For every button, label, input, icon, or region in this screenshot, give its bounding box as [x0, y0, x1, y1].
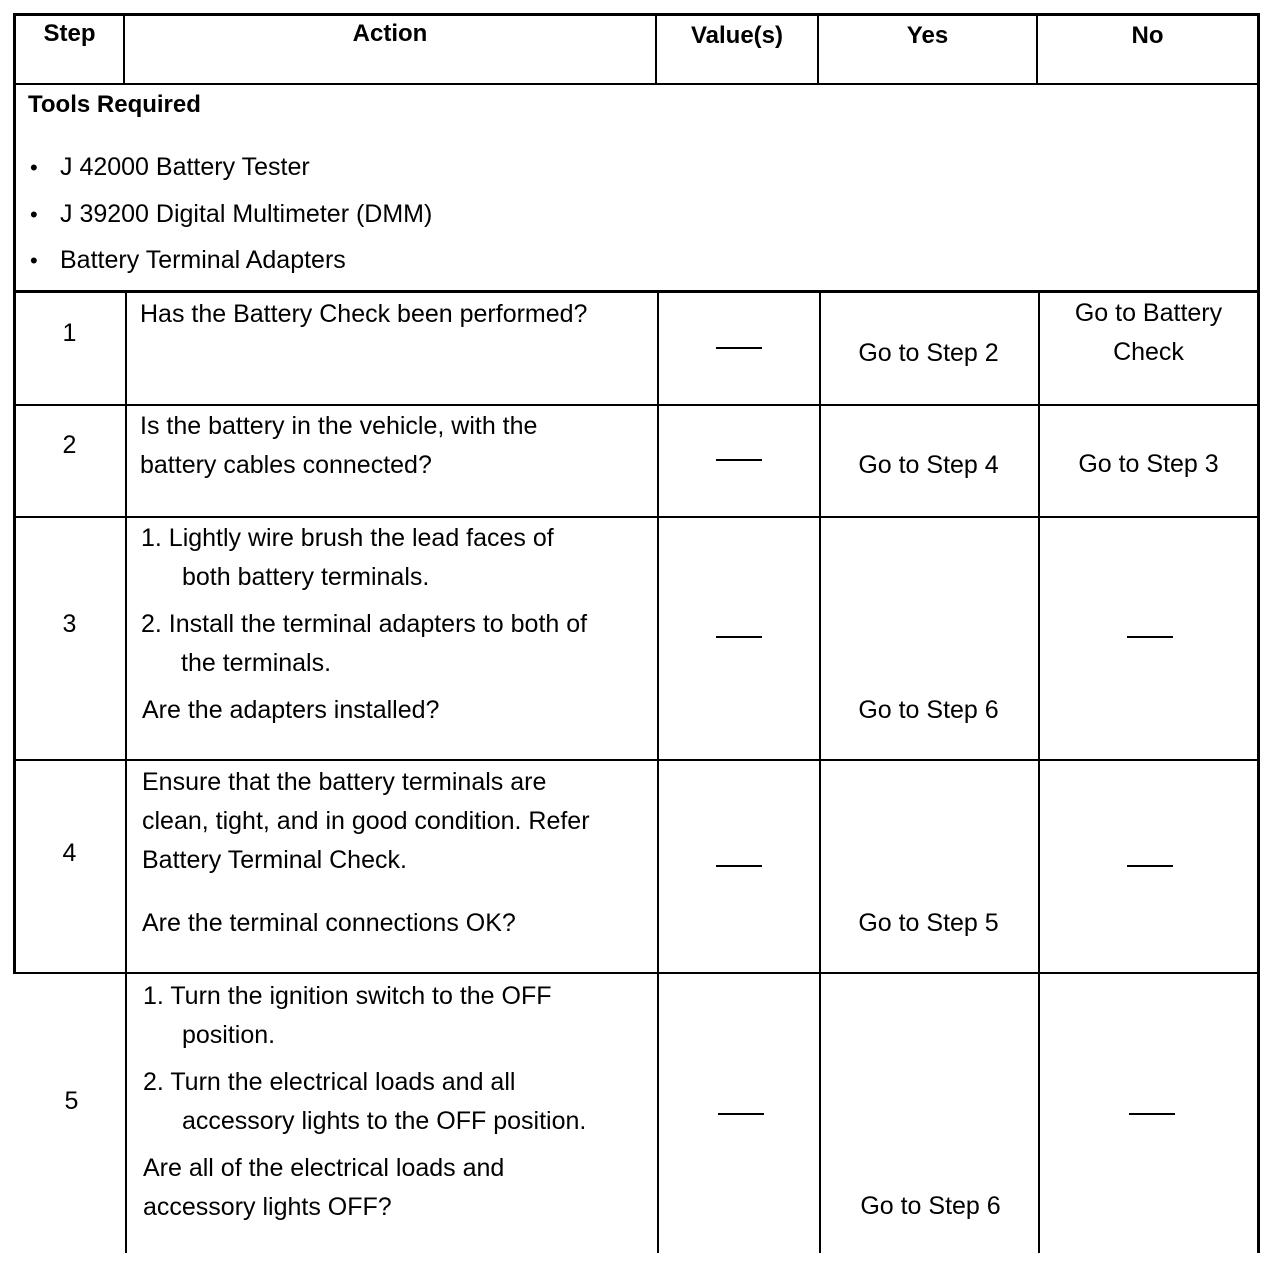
- table-border-top: [14, 13, 1260, 16]
- action-text: Has the Battery Check been performed?: [140, 300, 588, 328]
- action-text: 1. Lightly wire brush the lead faces of: [141, 524, 554, 552]
- action-text: battery cables connected?: [140, 451, 432, 479]
- empty-dash: [716, 636, 762, 638]
- no-result: Go to Step 3: [1078, 450, 1219, 478]
- yes-result: Go to Step 6: [858, 696, 999, 724]
- body-divider-3: [819, 291, 821, 1253]
- tool-item: Battery Terminal Adapters: [60, 246, 346, 274]
- action-text: Ensure that the battery terminals are: [142, 768, 547, 796]
- empty-dash: [716, 347, 762, 349]
- bullet-icon: •: [30, 155, 38, 180]
- empty-dash: [1129, 1113, 1175, 1115]
- header-action: Action: [352, 20, 428, 47]
- action-text: 2. Turn the electrical loads and all: [143, 1068, 516, 1096]
- yes-result: Go to Step 5: [858, 909, 999, 937]
- action-text: Are the adapters installed?: [142, 696, 440, 724]
- empty-dash: [718, 1113, 764, 1115]
- tool-item: J 39200 Digital Multimeter (DMM): [60, 200, 433, 228]
- tools-bottom-rule: [14, 290, 1260, 293]
- empty-dash: [1127, 636, 1173, 638]
- no-result: Go to Battery: [1074, 299, 1223, 327]
- yes-result: Go to Step 6: [860, 1192, 1001, 1220]
- step-number: 4: [62, 839, 77, 867]
- header-step: Step: [43, 20, 96, 47]
- bullet-icon: •: [30, 202, 38, 227]
- empty-dash: [716, 865, 762, 867]
- row2-bottom-rule: [14, 516, 1260, 518]
- action-text: Is the battery in the vehicle, with the: [140, 412, 538, 440]
- empty-dash: [1127, 865, 1173, 867]
- action-text: clean, tight, and in good condition. Refer: [142, 807, 590, 835]
- step-number: 2: [62, 431, 77, 459]
- header-values: Value(s): [690, 22, 784, 49]
- action-text: 2. Install the terminal adapters to both of: [141, 610, 588, 638]
- table-border-left: [13, 13, 16, 974]
- header-no: No: [1131, 22, 1164, 49]
- header-yes: Yes: [906, 22, 949, 49]
- action-text: both battery terminals.: [182, 563, 430, 591]
- step-number: 5: [64, 1087, 79, 1115]
- step-number: 3: [62, 610, 77, 638]
- action-text: accessory lights to the OFF position.: [182, 1107, 587, 1135]
- action-text: 1. Turn the ignition switch to the OFF: [143, 982, 552, 1010]
- body-divider-4: [1038, 291, 1040, 1253]
- row4-bottom-rule: [14, 972, 1260, 974]
- action-text: the terminals.: [181, 649, 332, 677]
- yes-result: Go to Step 2: [858, 339, 999, 367]
- body-divider-2: [657, 291, 659, 1253]
- row3-bottom-rule: [14, 759, 1260, 761]
- header-bottom-rule: [14, 83, 1260, 85]
- step-number: 1: [62, 319, 77, 347]
- action-text: Are all of the electrical loads and: [143, 1154, 505, 1182]
- action-text: position.: [182, 1021, 276, 1049]
- tool-item: J 42000 Battery Tester: [60, 153, 310, 181]
- tools-title: Tools Required: [28, 91, 201, 118]
- action-text: accessory lights OFF?: [143, 1193, 392, 1221]
- action-text: Battery Terminal Check.: [142, 846, 407, 874]
- no-result: Check: [1113, 338, 1184, 366]
- bullet-icon: •: [30, 248, 38, 273]
- yes-result: Go to Step 4: [858, 451, 999, 479]
- row1-bottom-rule: [14, 404, 1260, 406]
- empty-dash: [716, 459, 762, 461]
- table-border-right: [1257, 13, 1260, 1253]
- action-text: Are the terminal connections OK?: [142, 909, 516, 937]
